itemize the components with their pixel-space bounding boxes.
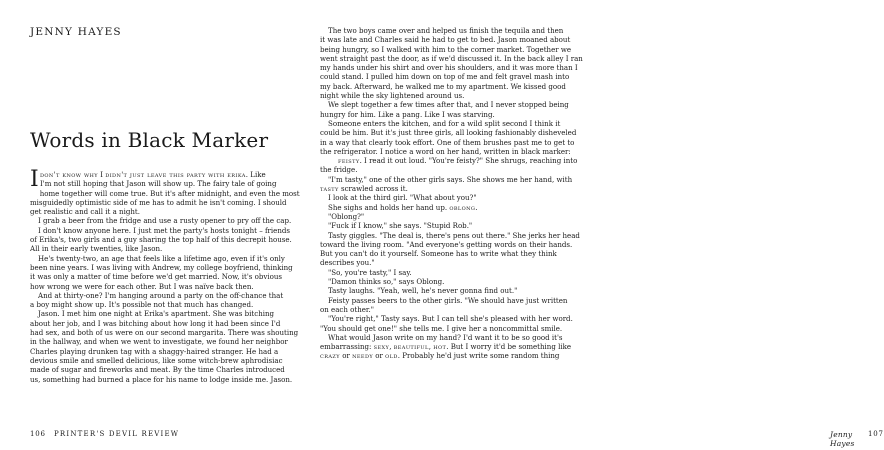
text-line: toward the living room. "And everyone's getting words on their hands. <box>320 239 573 249</box>
text-line: Tasty giggles. "The deal is, there's pens out there." She jerks her head <box>328 230 580 240</box>
text-line: I don't know anyone here. I just met the party's hosts tonight – friends <box>38 225 291 235</box>
text-line: could be him. But it's just three girls, all looking fashionably disheveled <box>320 128 577 138</box>
right-folio-number: 107 <box>868 430 884 438</box>
text-line: it was only a matter of time before we'd get married. Now, it's obvious <box>30 272 283 282</box>
text-line: went straight past the door, as if we'd discussed it. In the back alley I ran <box>320 53 583 63</box>
text-line: don't know why I didn't just leave this party with erika. Like <box>40 170 266 179</box>
right-page <box>300 0 884 450</box>
text-line: embarrassing: sexy, beautiful, hot. But I worry it'd be something like <box>320 342 572 352</box>
text-line: But you can't do it yourself. Someone has to write what they think <box>320 249 557 259</box>
text-line: Tasty laughs. "Yeah, well, he's never gonna find out." <box>328 286 518 296</box>
text-line: been nine years. I was living with Andrew, my college boyfriend, thinking <box>30 262 293 272</box>
text-line: "Fuck if I know," she says. "Stupid Rob." <box>328 221 473 231</box>
text-line: it was late and Charles said he had to get to bed. Jason moaned about <box>320 35 571 45</box>
text-line: in the hallway, and when we went to investigate, we found her neighbor <box>30 337 288 347</box>
text-line: Feisty passes beers to the other girls. "We should have just written <box>328 295 568 305</box>
text-line: feisty. I read it out loud. "You're feisty?" She shrugs, reaching into <box>338 156 578 166</box>
text-line: We slept together a few times after that, and I never stopped being <box>328 100 569 110</box>
text-line: tasty scrawled across it. <box>320 184 408 194</box>
text-line: crazy or needy or old. Probably he'd just write some random thing <box>320 351 560 361</box>
text-line: a boy might show up. It's possible not that much has changed. <box>30 300 254 310</box>
text-line: hungry for him. Like a pang. Like I was starving. <box>320 109 495 119</box>
text-line: about her job, and I was bitching about how long it had been since I'd <box>30 318 281 328</box>
text-line: Charles playing drunken tag with a shaggy-haired stranger. He had a <box>30 346 279 356</box>
text-line: of Erika's, two girls and a guy sharing the top half of this decrepit house. <box>30 235 292 245</box>
right-body-text <box>320 26 582 361</box>
left-folio-number: 106 <box>30 430 46 438</box>
text-line: could stand. I pulled him down on top of me and felt gravel mash into <box>320 72 570 82</box>
text-line: on each other." <box>320 304 374 314</box>
text-line: I grab a beer from the fridge and use a rusty opener to pry off the cap. <box>38 216 292 226</box>
text-line: Jason. I met him one night at Erika's apartment. She was bitching <box>38 309 275 319</box>
text-line: She sighs and holds her hand up. oblong. <box>328 202 478 212</box>
text-line: describes you." <box>320 258 375 268</box>
text-line: my hands under his shirt and over his shoulders, and it was more than I <box>320 63 578 73</box>
text-line: home together will come true. But it's after midnight, and even the most <box>39 188 300 198</box>
text-line: "I'm tasty," one of the other girls says. She shows me her hand, with <box>328 174 573 184</box>
text-line: "Damon thinks so," says Oblong. <box>328 277 445 287</box>
drop-cap: I <box>30 167 39 192</box>
text-line: I'm not still hoping that Jason will show up. The fairy tale of going <box>40 179 277 189</box>
text-line: us, something had burned a place for his name to lodge inside me. Jason. <box>30 374 293 384</box>
right-running-head: Jenny Hayes <box>830 430 855 448</box>
text-line: misguidedly optimistic side of me has to admit he isn't coming. I should <box>30 197 287 207</box>
text-line: He's twenty-two, an age that feels like a lifetime ago, even if it's only <box>38 253 285 263</box>
story-title: Words in Black Marker <box>30 128 269 152</box>
text-line: And at thirty-one? I'm hanging around a party on the off-chance that <box>38 290 284 300</box>
text-line: The two boys came over and helped us finish the tequila and then <box>328 26 564 35</box>
text-line: my back. Afterward, he walked me to my apartment. We kissed good <box>320 81 566 91</box>
text-line: "Oblong?" <box>328 211 365 221</box>
text-line: had sex, and both of us were on our second margarita. There was shouting <box>30 328 299 338</box>
text-line: night while the sky lightened around us. <box>320 91 465 101</box>
text-line: made of sugar and fireworks and meat. By the time Charles introduced <box>30 365 285 375</box>
author-name: JENNY HAYES <box>30 26 122 38</box>
text-line: "You should get one!" she tells me. I give her a noncommittal smile. <box>320 323 563 333</box>
text-line: devious smile and smelled delicious, like some witch-brew aphrodisiac <box>30 355 283 365</box>
left-body-text <box>30 167 300 384</box>
left-page <box>0 0 300 450</box>
text-line: I look at the third girl. "What about you?" <box>328 193 477 203</box>
text-line: "You're right," Tasty says. But I can tell she's pleased with her word. <box>328 314 573 324</box>
text-line: how wrong we were for each other. But I was naïve back then. <box>30 281 254 291</box>
text-line: the fridge. <box>320 165 358 175</box>
text-line: get realistic and call it a night. <box>30 207 140 217</box>
text-line: the refrigerator. I notice a word on her hand, written in black marker: <box>320 146 571 156</box>
text-line: All in their early twenties, like Jason. <box>30 244 163 254</box>
left-running-head: PRINTER'S DEVIL REVIEW <box>54 430 180 438</box>
text-line: Someone enters the kitchen, and for a wild split second I think it <box>328 118 561 128</box>
text-line: What would Jason write on my hand? I'd want it to be so good it's <box>328 332 563 342</box>
text-line: being hungry, so I walked with him to the corner market. Together we <box>320 44 572 54</box>
text-line: "So, you're tasty," I say. <box>328 267 412 277</box>
text-line: in a way that clearly took effort. One of them brushes past me to get to <box>320 137 575 147</box>
